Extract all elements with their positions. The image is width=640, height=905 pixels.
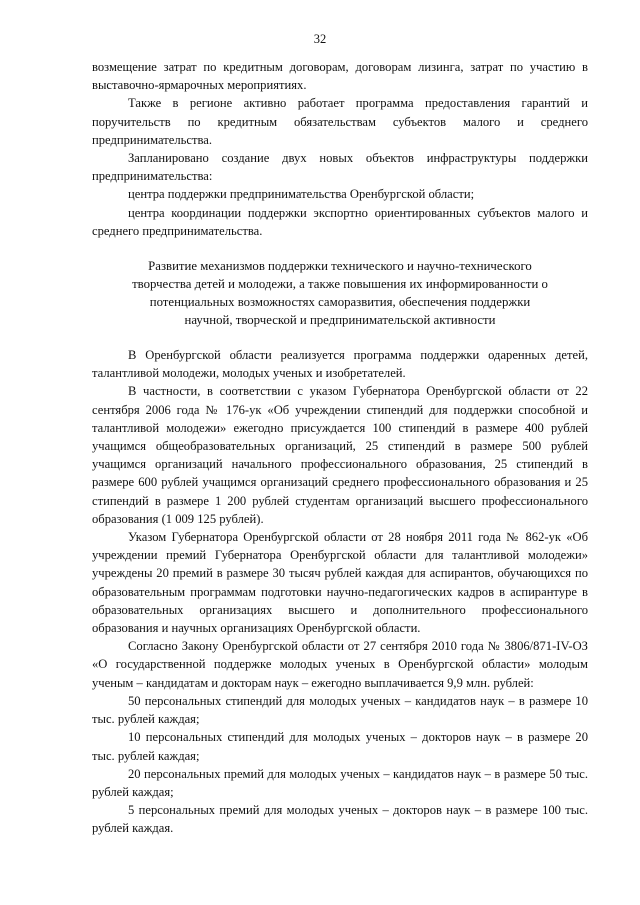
section-heading [92, 257, 588, 329]
document-body [92, 58, 588, 838]
paragraph-gifted-youth-program: В Оренбургской области реализуется программа поддержки одаренных детей, талантливой молодежи, молодых ученых и изобретателей. [92, 348, 588, 381]
list-item-candidates-awards: 20 персональных премий для молодых ученых – кандидатов наук – в размере 50 тыс. рублей каждая; [92, 766, 588, 799]
paragraph-scholarships-decree: В частности, в соответствии с указом Губернатора Оренбургской области от 22 сентября 2006 года № 176-ук «Об учреждении стипендий для поддержки способной и талантливой молодежи» ежегодно присуждается 100 стипендий в размере 400 рублей учащимся общеобразовательных организаций, 25 стипендий в размере 500 рублей учащимся организаций начального профессионального образования, 25 стипендий в размере 600 рублей учащимся организаций среднего профессионального образования и 25 стипендий в размере 1 200 рублей студентам организаций высшего профессионального образования (1 009 125 рублей). [92, 384, 588, 526]
heading-line: потенциальных возможностях саморазвития, обеспечения поддержки [149, 295, 531, 310]
paragraph-lizing-costs: возмещение затрат по кредитным договорам, договорам лизинга, затрат по участию в выставочно-ярмарочных мероприятиях. [92, 60, 588, 93]
paragraph-infrastructure: Запланировано создание двух новых объектов инфраструктуры поддержки предпринимательства: [92, 151, 588, 184]
list-item-doctors-awards: 5 персональных премий для молодых ученых – докторов наук – в размере 100 тыс. рублей каждая. [92, 803, 588, 836]
paragraph-guarantees: Также в регионе активно работает программа предоставления гарантий и поручительств по кредитным обязательствам субъектов малого и среднего предпринимательства. [92, 96, 588, 147]
heading-line: научной, творческой и предпринимательской активности [184, 313, 496, 328]
paragraph-young-scientists-law: Согласно Закону Оренбургской области от 27 сентября 2010 года № 3806/871-IV-ОЗ «О государственной поддержке молодых ученых в Оренбургской области» молодым ученым – кандидатам и докторам наук – ежегодно выплачивается 9,9 млн. рублей: [92, 639, 588, 690]
list-item-doctors-stipends: 10 персональных стипендий для молодых ученых – докторов наук – в размере 20 тыс. рублей каждая; [92, 730, 588, 763]
paragraph-governor-awards: Указом Губернатора Оренбургской области от 28 ноября 2011 года № 862-ук «Об учреждении премий Губернатора Оренбургской области для талантливой молодежи» учреждены 20 премий в размере 30 тысяч рублей каждая для аспирантов, обучающихся по образовательным программам подготовки научно-педагогических кадров в аспирантуре в образовательных организациях высшего и дополнительного профессионального образования и научных организациях Оренбургской области. [92, 530, 588, 636]
heading-line: творчества детей и молодежи, а также повышения их информированности о [132, 277, 548, 292]
paragraph-export-center: центра координации поддержки экспортно ориентированных субъектов малого и среднего предпринимательства. [92, 205, 588, 238]
list-item-candidates-stipends: 50 персональных стипендий для молодых ученых – кандидатов наук – в размере 10 тыс. рублей каждая; [92, 693, 588, 727]
paragraph-support-center: центра поддержки предпринимательства Оренбургской области; [128, 187, 475, 202]
heading-line: Развитие механизмов поддержки технического и научно-технического [148, 259, 532, 274]
page-number: 32 [313, 32, 327, 46]
